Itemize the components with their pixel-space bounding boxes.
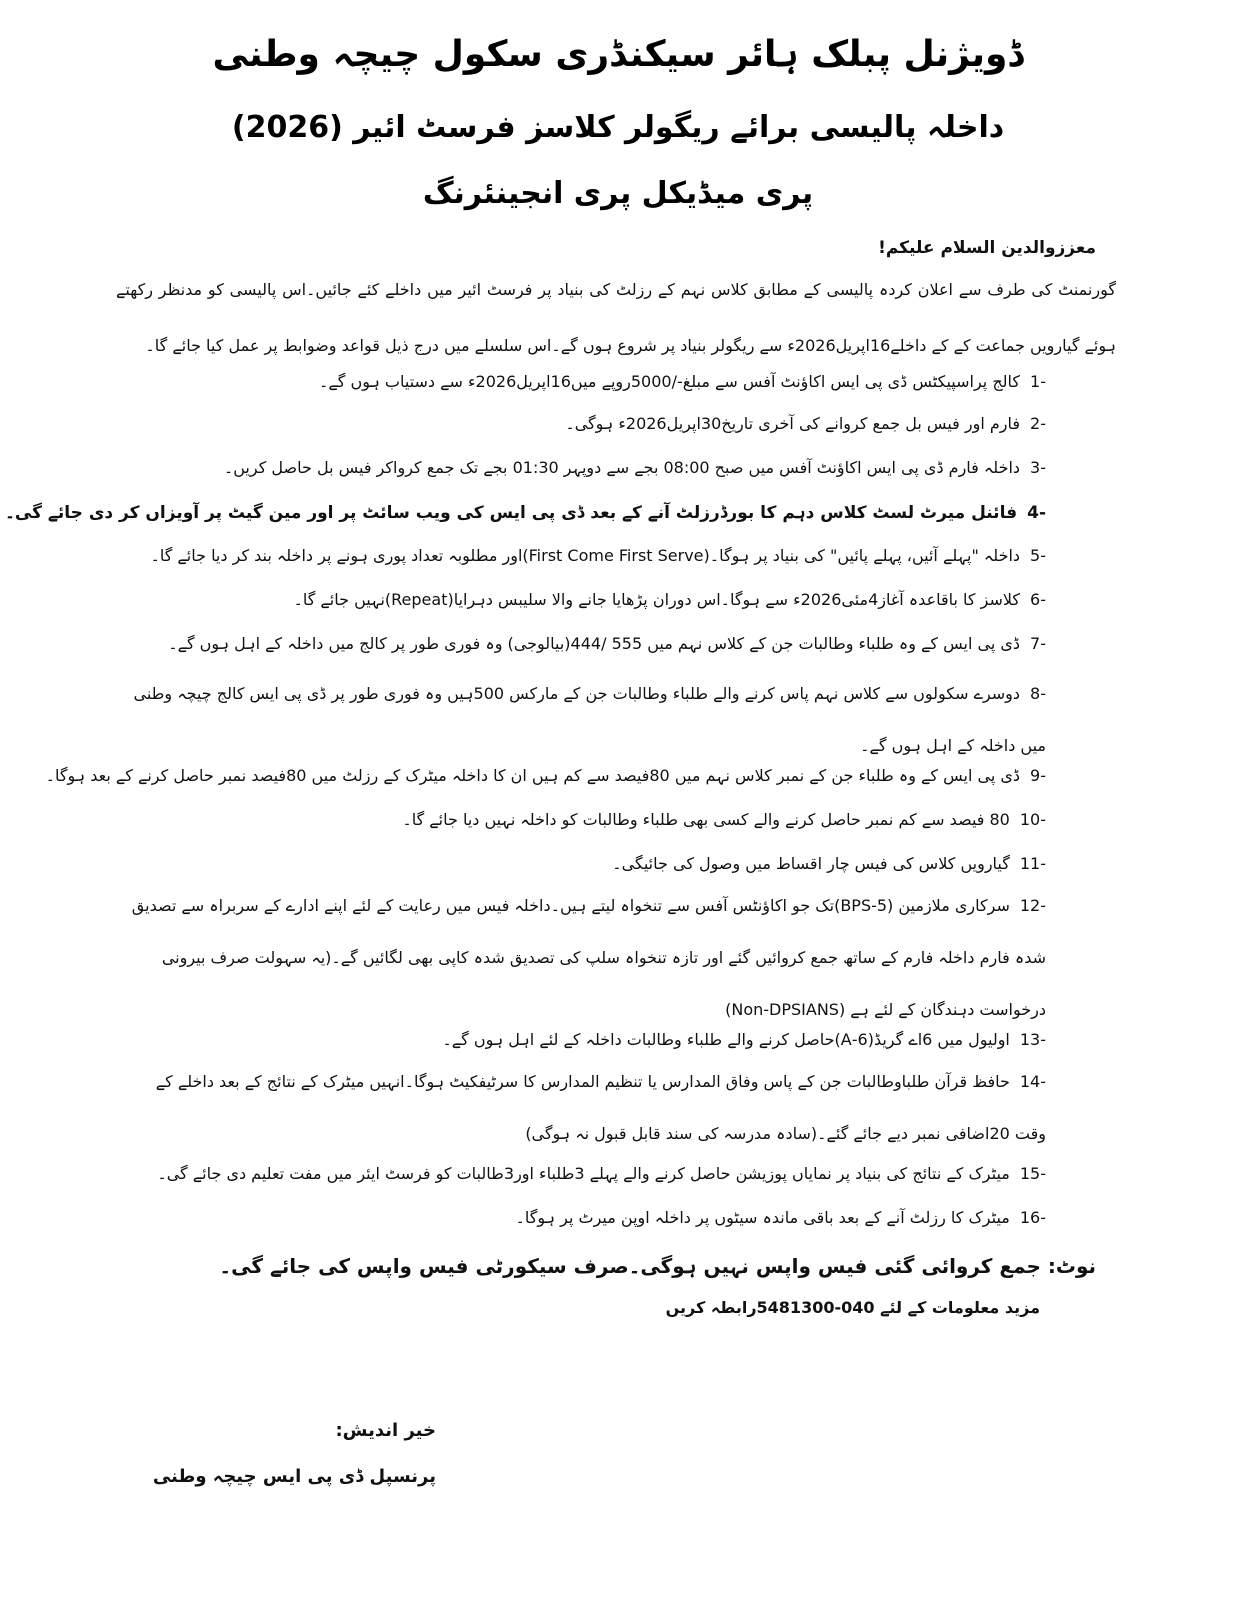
intro-paragraph: گورنمنٹ کی طرف سے اعلان کردہ پالیسی کے مطابق کلاس نہم کے رزلٹ کی بنیاد پر فرسٹ ائیر میں داخلے کئے جائیں۔اس پالیسی کو مدنظر رکھتے ہوئے گیارویں جماعت کے کے داخلے16اپریل2026ء سے ریگولر بنیاد پر شروع ہوں گے۔اس سلسلے میں درج ذیل قواعد وضوابط پر عمل کیا جائے گا۔: [116, 280, 1116, 355]
item-number: -6: [1030, 590, 1046, 609]
policy-item-9: [46, 766, 1046, 785]
item-number: -8: [1030, 684, 1046, 703]
item-number: -10: [1019, 810, 1046, 829]
item-text: فائنل میرٹ لسٹ کلاس دہم کا بورڈرزلٹ آنے کے بعد ڈی پی ایس کی ویب سائٹ پر اور مین گیٹ پر آویزاں کر دی جائے گی۔: [4, 503, 1018, 523]
policy-item-11: [612, 854, 1046, 873]
item-text: ڈی پی ایس کے وہ طلباء جن کے نمبر کلاس نہم میں 80فیصد سے کم ہیں ان کا داخلہ میٹرک کے رزلٹ میں 80فیصد نمبر حاصل کرنے کے بعد ہوگا۔: [45, 766, 1021, 785]
signature-name: پرنسپل ڈی پی ایس چیچہ وطنی: [152, 1466, 436, 1487]
item-text: سرکاری ملازمین (BPS-5)تک جو اکاؤنٹس آفس سے تنخواہ لیتے ہیں۔داخلہ فیس میں رعایت کے لئے اپنے ادارے کے سربراہ سے تصدیق شدہ فارم داخلہ فارم کے ساتھ جمع کروائیں گئے اور تازہ تنخواہ سلپ کی تصدیق شدہ کاپی بھی لگائیں گے۔(یہ سہولت صرف بیرونی درخواست دہندگان کے لئے ہے (Non-DPSIANS): [131, 896, 1046, 1019]
item-text: میٹرک کے نتائج کی بنیاد پر نمایاں پوزیشن حاصل کرنے والے پہلے 3طلباء اور3طالبات کو فرسٹ ایئر میں مفت تعلیم دی جائے گی۔: [157, 1164, 1010, 1183]
policy-item-3: [224, 458, 1046, 477]
policy-item-1: [319, 372, 1046, 391]
item-number: -3: [1030, 458, 1046, 477]
item-number: -13: [1019, 1030, 1046, 1049]
item-number: -11: [1019, 854, 1046, 873]
school-name-heading: ڈویژنل پبلک ہائر سیکنڈری سکول چیچہ وطنی: [212, 34, 1024, 75]
item-text: دوسرے سکولوں سے کلاس نہم پاس کرنے والے طلباء وطالبات جن کے مارکس 500ہیں وہ فوری طور پر ڈی پی ایس کالج چیچہ وطنی میں داخلہ کے اہل ہوں گے۔: [133, 684, 1046, 755]
item-number: -12: [1019, 896, 1046, 915]
item-text: اولیول میں 6اے گریڈ(6-A)حاصل کرنے والے طلباء وطالبات داخلہ کے لئے اہل ہوں گے۔: [442, 1030, 1010, 1049]
contact-info: مزید معلومات کے لئے 040-5481300رابطہ کریں: [665, 1298, 1040, 1317]
policy-item-8: [126, 668, 1046, 772]
policy-item-6: [293, 590, 1046, 609]
policy-item-4: [5, 502, 1046, 523]
item-text: داخلہ فارم ڈی پی ایس اکاؤنٹ آفس میں صبح 08:00 بجے سے دوپہر 01:30 بجے تک جمع کرواکر فیس بل حاصل کریں۔: [223, 458, 1021, 477]
groups-heading: پری میڈیکل پری انجینئرنگ: [422, 176, 814, 211]
item-text: گیارویں کلاس کی فیس چار اقساط میں وصول کی جائیگی۔: [612, 854, 1010, 873]
policy-item-2: [565, 414, 1046, 433]
item-number: -9: [1030, 766, 1046, 785]
policy-item-13: [442, 1030, 1046, 1049]
policy-item-14: [126, 1056, 1046, 1160]
signature-label: خیر اندیش:: [335, 1420, 436, 1441]
policy-item-10: [402, 810, 1046, 829]
item-number: -7: [1030, 634, 1046, 653]
item-number: -5: [1030, 546, 1046, 565]
item-text: کالج پراسپیکٹس ڈی پی ایس اکاؤنٹ آفس سے مبلغ-/5000روپے میں16اپریل2026ء سے دستیاب ہوں گے۔: [319, 372, 1021, 391]
policy-item-16: [516, 1208, 1046, 1227]
salutation: معززوالدین السلام علیکم!: [878, 238, 1096, 258]
item-text: فارم اور فیس بل جمع کروانے کی آخری تاریخ30اپریل2026ء ہوگی۔: [565, 414, 1021, 433]
policy-item-15: [157, 1164, 1046, 1183]
item-number: -15: [1019, 1164, 1046, 1183]
item-text: کلاسز کا باقاعدہ آغاز4مئی2026ء سے ہوگا۔اس دوران پڑھایا جانے والا سلیبس دہرایا(Repeat)نہیں جائے گا۔: [293, 590, 1021, 609]
policy-item-5: [150, 546, 1046, 565]
policy-item-7: [168, 634, 1046, 653]
item-text: حافظ قرآن طلباوطالبات جن کے پاس وفاق المدارس یا تنظیم المدارس کا سرٹیفکیٹ ہوگا۔انہیں میٹرک کے نتائج کے بعد داخلے کے وقت 20اضافی نمبر دیے جائے گئے۔(سادہ مدرسہ کی سند قابل قبول نہ ہوگی): [155, 1072, 1046, 1143]
fee-refund-note: نوٹ: جمع کروائی گئی فیس واپس نہیں ہوگی۔صرف سیکورٹی فیس واپس کی جائے گی۔: [219, 1254, 1096, 1278]
item-number: -1: [1030, 372, 1046, 391]
item-number: -4: [1027, 503, 1046, 523]
item-text: ڈی پی ایس کے وہ طلباء وطالبات جن کے کلاس نہم میں 555 /444(بیالوجی) وہ فوری طور پر کالج میں داخلہ کے اہل ہوں گے۔: [168, 634, 1021, 653]
item-text: 80 فیصد سے کم نمبر حاصل کرنے والے کسی بھی طلباء وطالبات کو داخلہ نہیں دیا جائے گا۔: [402, 810, 1010, 829]
policy-title-heading: داخلہ پالیسی برائے ریگولر کلاسز فرسٹ ائیر (2026): [231, 110, 1005, 145]
item-number: -14: [1019, 1072, 1046, 1091]
policy-item-12: [126, 880, 1046, 1036]
item-text: داخلہ "پہلے آئیں، پہلے پائیں" کی بنیاد پر ہوگا۔(First Come First Serve)اور مطلوبہ تعداد پوری ہونے پر داخلہ بند کر دیا جائے گا۔: [150, 546, 1021, 565]
item-text: میٹرک کا رزلٹ آنے کے بعد باقی ماندہ سیٹوں پر داخلہ اوپن میرٹ پر ہوگا۔: [515, 1208, 1010, 1227]
item-number: -2: [1030, 414, 1046, 433]
item-number: -16: [1019, 1208, 1046, 1227]
